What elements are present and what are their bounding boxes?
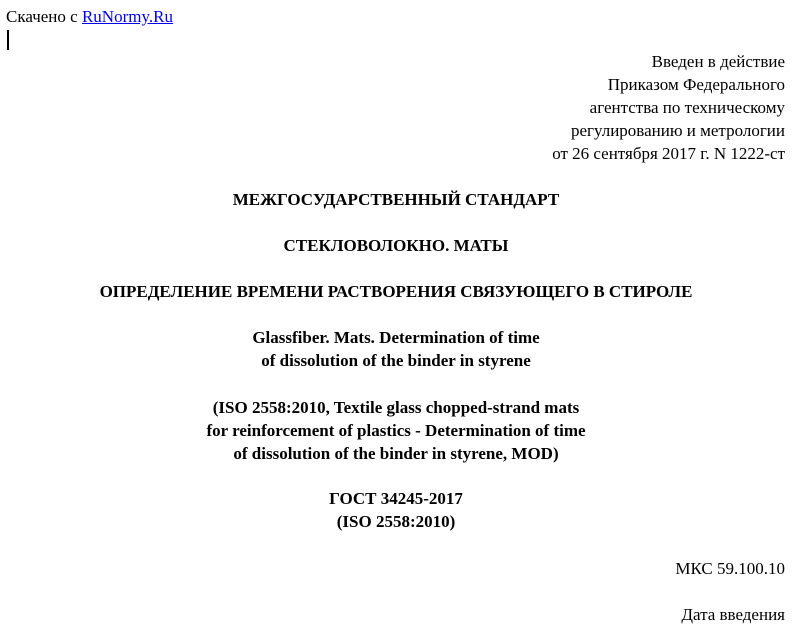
designation-line: ГОСТ 34245-2017	[329, 489, 463, 508]
english-title-line: Glassfiber. Mats. Determination of time	[252, 328, 540, 347]
iso-reference-line: for reinforcement of plastics - Determination of time	[206, 421, 586, 440]
subject-heading: СТЕКЛОВОЛОКНО. МАТЫ	[283, 236, 509, 255]
runormy-link[interactable]: RuNormy.Ru	[81, 7, 173, 26]
designation-line: (ISO 2558:2010)	[336, 512, 456, 531]
text-cursor	[7, 30, 9, 50]
standard-type-heading: МЕЖГОСУДАРСТВЕННЫЙ СТАНДАРТ	[232, 190, 560, 209]
enactment-line: Приказом Федерального	[607, 75, 785, 94]
standard-designation	[0, 487, 792, 533]
classification-code: МКС 59.100.10	[675, 559, 785, 578]
enactment-line: регулированию и метрологии	[570, 121, 785, 140]
english-title	[0, 326, 792, 372]
download-source-line	[6, 5, 173, 28]
iso-reference-line: of dissolution of the binder in styrene, MOD)	[233, 444, 559, 463]
date-of-introduction-label: Дата введения	[681, 605, 785, 624]
enactment-line: Введен в действие	[651, 52, 785, 71]
method-heading: ОПРЕДЕЛЕНИЕ ВРЕМЕНИ РАСТВОРЕНИЯ СВЯЗУЮЩЕГО В СТИРОЛЕ	[99, 282, 693, 301]
download-source-prefix: Скачено с	[6, 7, 78, 26]
iso-reference	[0, 396, 792, 465]
enactment-line: агентства по техническому	[589, 98, 785, 117]
enactment-note	[552, 50, 785, 165]
iso-reference-line: (ISO 2558:2010, Textile glass chopped-strand mats	[212, 398, 580, 417]
enactment-line: от 26 сентября 2017 г. N 1222-ст	[552, 144, 785, 163]
english-title-line: of dissolution of the binder in styrene	[261, 351, 531, 370]
